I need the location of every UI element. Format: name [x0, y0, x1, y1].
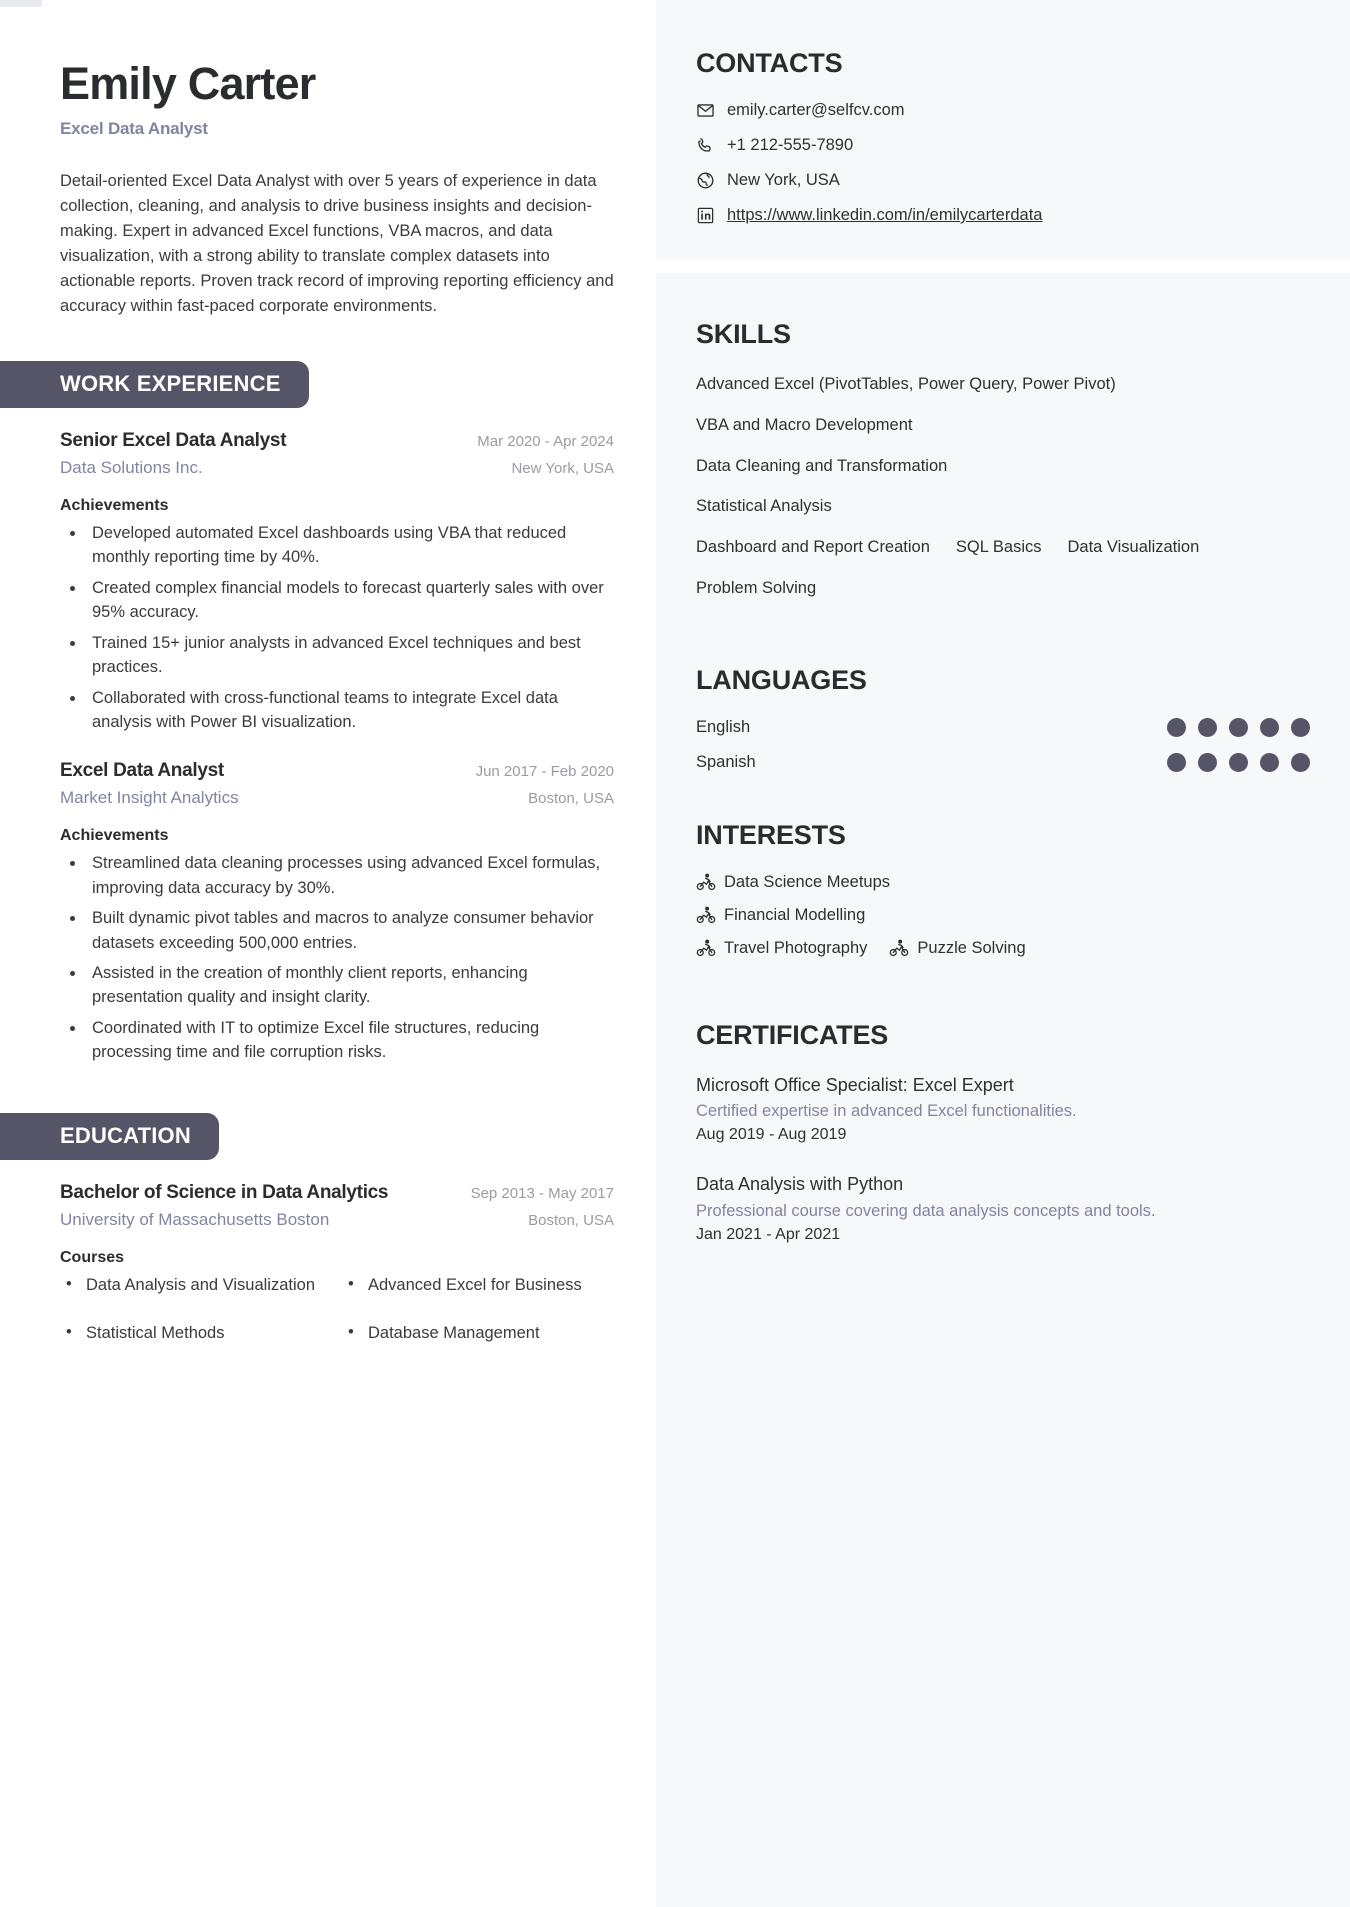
contact-value: New York, USA	[727, 171, 840, 189]
contact-value: emily.carter@selfcv.com	[727, 101, 905, 119]
work-role: Senior Excel Data Analyst	[60, 430, 287, 452]
language-name: Spanish	[696, 752, 756, 771]
course-item: • Data Analysis and Visualization	[86, 1273, 332, 1297]
professional-summary: Detail-oriented Excel Data Analyst with over 5 years of experience in data collection, cleaning, and analysis to drive business insights and decision-making. Expert in advanced Excel functions, VBA macros, and data visualization, with a strong ability to translate complex datasets into actionable reports. Proven track record of improving reporting efficiency and accuracy within fast-paced corporate environments.	[60, 171, 614, 315]
contact-row	[696, 101, 1310, 120]
cycling-icon	[696, 873, 716, 891]
work-entry-header	[60, 430, 614, 452]
education-entry-header	[60, 1182, 614, 1204]
courses-grid	[60, 1273, 614, 1370]
work-entry	[60, 430, 614, 734]
language-row	[696, 753, 1310, 772]
skill-item: Statistical Analysis	[696, 497, 832, 516]
contact-row	[696, 136, 1310, 155]
work-company: Market Insight Analytics	[60, 788, 239, 808]
work-experience-list	[60, 430, 614, 1065]
certificates-heading: CERTIFICATES	[696, 1019, 889, 1050]
education-degree: Bachelor of Science in Data Analytics	[60, 1181, 389, 1203]
work-company: Data Solutions Inc.	[60, 458, 203, 478]
certificate-title: Data Analysis with Python	[696, 1174, 904, 1195]
certificate-block	[696, 1172, 1310, 1244]
skill-item: Dashboard and Report Creation	[696, 538, 930, 556]
courses-label: Courses	[60, 1248, 125, 1266]
interests-heading: INTERESTS	[696, 819, 846, 850]
achievement-item: • Built dynamic pivot tables and macros to analyze consumer behavior datasets exceeding 500,000 entries.	[86, 906, 614, 955]
languages-list	[696, 718, 1310, 772]
contact-value[interactable]: https://www.linkedin.com/in/emilycarterdata	[727, 206, 1043, 224]
achievement-item: • Collaborated with cross-functional teams to integrate Excel data analysis with Power BI visualization.	[86, 686, 614, 735]
skill-item: VBA and Macro Development	[696, 415, 913, 434]
work-role: Excel Data Analyst	[60, 760, 224, 782]
skill-item: Data Cleaning and Transformation	[696, 456, 948, 475]
language-level-dots	[1167, 753, 1310, 772]
phone-icon	[696, 136, 715, 155]
work-entry-subheader	[60, 788, 614, 808]
work-entry	[60, 760, 614, 1064]
cycling-icon	[696, 906, 716, 924]
skill-item: SQL Basics	[955, 538, 1042, 556]
certificate-description: Professional course covering data analysis concepts and tools.	[696, 1201, 1156, 1220]
sidebar-column	[656, 0, 1350, 1907]
achievement-item: • Developed automated Excel dashboards using VBA that reduced monthly reporting time by 40%.	[86, 521, 614, 570]
course-item: • Database Management	[368, 1321, 614, 1345]
education-school: University of Massachusetts Boston	[60, 1209, 330, 1229]
certificate-description: Certified expertise in advanced Excel functionalities.	[696, 1101, 1077, 1120]
contact-row	[696, 171, 1310, 190]
certificate-dates: Aug 2019 - Aug 2019	[696, 1126, 847, 1144]
certificate-title: Microsoft Office Specialist: Excel Expert	[696, 1074, 1014, 1095]
main-column	[0, 0, 656, 1907]
sidebar-divider	[656, 261, 1350, 273]
course-item: • Advanced Excel for Business	[368, 1273, 614, 1297]
achievement-item: • Trained 15+ junior analysts in advanced Excel techniques and best practices.	[86, 631, 614, 680]
contact-value: +1 212-555-7890	[727, 136, 854, 154]
achievements-label: Achievements	[60, 497, 169, 515]
contacts-card	[656, 0, 1350, 261]
skill-item: Problem Solving	[696, 578, 817, 597]
level-dot	[1229, 753, 1248, 772]
skills-heading: SKILLS	[696, 319, 791, 349]
certificate-block	[696, 1073, 1310, 1145]
achievement-item: • Created complex financial models to forecast quarterly sales with over 95% accuracy.	[86, 576, 614, 625]
linkedin-icon	[696, 206, 715, 225]
work-dates: Jun 2017 - Feb 2020	[475, 763, 614, 781]
contact-row[interactable]	[696, 206, 1310, 225]
work-location: Boston, USA	[528, 790, 614, 808]
level-dot	[1260, 753, 1279, 772]
contacts-heading: CONTACTS	[696, 48, 843, 78]
achievements-label: Achievements	[60, 827, 169, 845]
courses-column	[60, 1273, 332, 1370]
interest-item	[696, 939, 867, 958]
work-entry-header	[60, 760, 614, 782]
work-location: New York, USA	[511, 460, 614, 478]
education-entry	[60, 1182, 614, 1370]
work-experience-section-header	[60, 361, 614, 408]
interest-label: Puzzle Solving	[917, 938, 1026, 957]
level-dot	[1167, 718, 1186, 737]
contacts-list	[696, 101, 1310, 225]
level-dot	[1291, 753, 1310, 772]
candidate-name: Emily Carter	[60, 58, 316, 109]
sidebar-main-card	[656, 273, 1350, 1907]
education-badge-label: EDUCATION	[0, 1113, 219, 1160]
corner-notch	[0, 0, 42, 7]
interest-label: Data Science Meetups	[724, 872, 891, 891]
level-dot	[1260, 718, 1279, 737]
education-dates: Sep 2013 - May 2017	[470, 1184, 614, 1202]
level-dot	[1198, 753, 1217, 772]
achievements-list	[60, 851, 614, 1064]
certificates-list	[696, 1073, 1310, 1244]
interests-list	[696, 873, 1310, 972]
skill-item: Data Visualization	[1067, 538, 1200, 556]
level-dot	[1229, 718, 1248, 737]
interest-item	[696, 873, 1310, 892]
work-dates: Mar 2020 - Apr 2024	[477, 433, 614, 451]
level-dot	[1291, 718, 1310, 737]
education-location: Boston, USA	[528, 1211, 614, 1229]
course-item: • Statistical Methods	[86, 1321, 332, 1345]
skill-item: Advanced Excel (PivotTables, Power Query, Power Pivot)	[696, 375, 1116, 393]
language-name: English	[696, 717, 751, 736]
envelope-icon	[696, 101, 715, 120]
achievement-item: • Streamlined data cleaning processes using advanced Excel formulas, improving data accuracy by 30%.	[86, 851, 614, 900]
language-row	[696, 718, 1310, 737]
education-section-header	[60, 1113, 614, 1160]
education-entry-subheader	[60, 1210, 614, 1230]
work-entry-subheader	[60, 458, 614, 478]
cycling-icon	[696, 939, 716, 957]
achievement-item: • Coordinated with IT to optimize Excel file structures, reducing processing time and file corruption risks.	[86, 1016, 614, 1065]
achievements-list	[60, 521, 614, 734]
interest-item	[696, 906, 1310, 925]
languages-heading: LANGUAGES	[696, 664, 867, 695]
courses-column	[342, 1273, 614, 1370]
level-dot	[1167, 753, 1186, 772]
interest-label: Financial Modelling	[724, 905, 866, 924]
interest-label: Travel Photography	[724, 938, 868, 957]
work-experience-badge-label: WORK EXPERIENCE	[0, 361, 309, 408]
level-dot	[1198, 718, 1217, 737]
certificate-dates: Jan 2021 - Apr 2021	[696, 1225, 841, 1243]
candidate-title: Excel Data Analyst	[60, 118, 208, 138]
cycling-icon	[889, 939, 909, 957]
education-list	[60, 1182, 614, 1370]
skills-list	[696, 372, 1310, 617]
achievement-item: • Assisted in the creation of monthly client reports, enhancing presentation quality and insight clarity.	[86, 961, 614, 1010]
language-level-dots	[1167, 718, 1310, 737]
globe-icon	[696, 171, 715, 190]
interest-item	[889, 939, 1025, 958]
